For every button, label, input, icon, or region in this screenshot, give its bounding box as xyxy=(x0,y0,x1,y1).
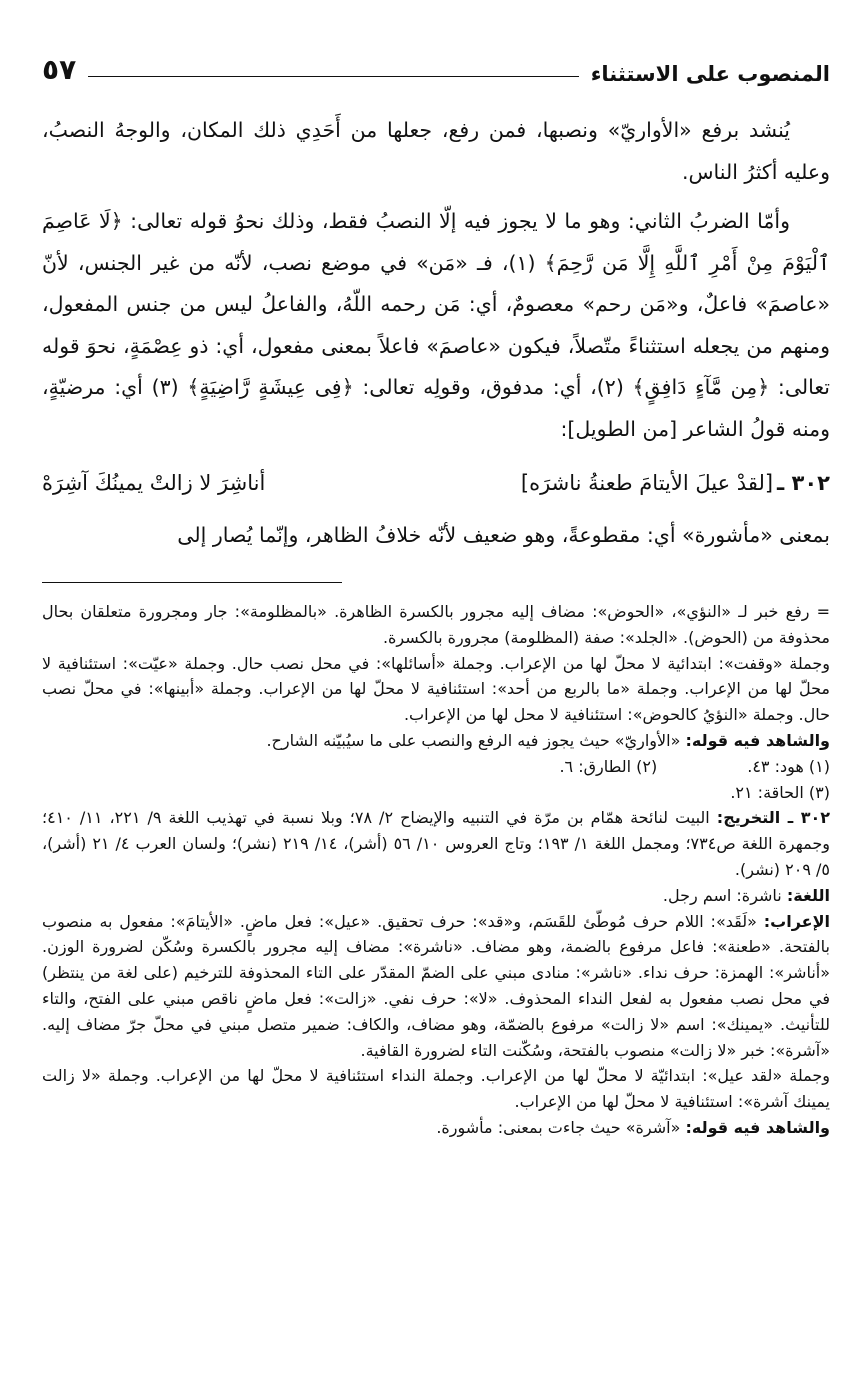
verse-first-hemistich: ٣٠٢ ـ[لقدْ عيلَ الأيتامَ طعنةُ ناشرَه] xyxy=(520,471,830,495)
footnote-row-1 xyxy=(42,754,830,780)
continuation-line: بمعنى «مأشورة» أي: مقطوعةً، وهو ضعيف لأنّه خلافُ الظاهر، وإنّما يُصار إلى xyxy=(177,523,830,547)
irab-section: الإعراب: «لَقَد»: اللام حرف مُوطّئ للقَسَم، و«قد»: حرف تحقيق. «عيل»: فعل ماضٍ. «الأيتامَ»: مفعول به منصوب بالفتحة. «طعنة»: فاعل مرفوع بالضمة، وهو مضاف. «ناشرة»: مضاف إليه مجرور بالكسرة وسُكّن لضرورة الوزن. «أناشر»: الهمزة: حرف نداء. «ناشر»: منادى مبني على الضمّ المقدّر على التاء المحذوفة للترخيم (على لغة من ينتظر) في محل نصب مفعول به لفعل النداء المحذوف. «لا»: حرف نفي. «زالت»: فعل ماضٍ ناقص مبني على الفتح، والتاء للتأنيث. «يمينك»: اسم «لا زالت» مرفوع بالضمّة، وهو مضاف، والكاف: ضمير متصل مبني في محلّ جرّ مضاف إليه. «آشرة»: خبر «لا زالت» منصوب بالفتحة، وسُكّنت التاء لضرورة القافية. xyxy=(42,911,830,1060)
verse-number: ٣٠٢ ـ xyxy=(777,471,830,495)
page-number: ٥٧ xyxy=(42,53,77,86)
chapter-title: المنصوب على الاستثناء xyxy=(590,62,830,86)
footnote-1: (١) هود: ٤٣. xyxy=(747,756,830,776)
footnote-row-2 xyxy=(42,780,830,806)
footnote-2: (٢) الطارق: ٦. xyxy=(559,756,658,776)
footnote-divider xyxy=(42,582,342,583)
footnote-3: (٣) الحاقة: ٢١. xyxy=(730,782,830,802)
note-shahid: والشاهد فيه قوله: «الأواريّ» حيث يجوز فيه الرفع والنصب على ما سيُبيّنه الشارح. xyxy=(266,730,830,750)
verse-second-hemistich: أناشِرَ لا زالتْ يمينُكَ آشِرَهْ xyxy=(42,471,266,495)
note-sentences: وجملة «وقفت»: ابتدائية لا محلّ لها من الإعراب. وجملة «أسائلها»: في محل نصب حال. وجملة «عيّت»: استئنافية لا محلّ لها من الإعراب. وجملة «ما بالربع من أحد»: استئنافية لا محلّ لها من الإعراب. وجملة «أبينها»: في محلّ نصب حال. وجملة «النؤيُ كالحوض»: استئنافية لا محل لها من الإعراب. xyxy=(42,653,830,725)
poetry-verse xyxy=(42,462,830,504)
paragraph-2: وأمّا الضربُ الثاني: وهو ما لا يجوز فيه إلّا النصبُ فقط، وذلك نحوُ قوله تعالى: ﴿لَا عَاصِمَ ٱلْيَوْمَ مِنْ أَمْرِ ٱللَّهِ إِلَّا مَن رَّحِمَ﴾ (١)، فـ «مَن» في موضع نصب، لأنّه من غير الجنس، لأنّ «عاصمَ» فاعلٌ، و«مَن رحم» معصومٌ، أي: مَن رحمه اللّهُ، والفاعلُ ليس من جنس المفعول، ومنهم من يجعله استثناءً متّصلاً، فيكون «عاصمَ» فاعلاً بمعنى مفعول، أي: ذو عِصْمَةٍ، نحوَ قوله تعالى: ﴿مِن مَّآءٍ دَافِقٍ﴾ (٢)، أي: مدفوق، وقولِه تعالى: ﴿فِى عِيشَةٍ رَّاضِيَةٍ﴾ (٣) أي: مرضيّةٍ، ومنه قولُ الشاعر [من الطويل]: xyxy=(42,209,831,441)
jumal-section: وجملة «لقد عيل»: ابتدائيّة لا محلّ لها من الإعراب. وجملة النداء استئنافية لا محلّ لها من الإعراب. وجملة «لا زالت يمينك آشرة»: استئنافية لا محلّ لها من الإعراب. xyxy=(42,1066,830,1112)
takhrij-section: ٣٠٢ ـ التخريج: البيت لنائحة همّام بن مرّة في التنبيه والإيضاح ٢/ ٧٨؛ وبلا نسبة في تهذيب اللغة ٩/ ٢٢١، ١١/ ٤١٠؛ وجمهرة اللغة ص٧٣٤؛ ومجمل اللغة ١/ ١٩٣؛ وتاج العروس ١٠/ ٥٦ (أشر)، ١٤/ ٢١٩ (نشر)؛ ولسان العرب ٤/ ٢١ (أشر)، ٥/ ٢٠٩ (نشر). xyxy=(42,808,831,879)
note-continuation: = رفع خبر لـ «النؤي»، «الحوض»: مضاف إليه مجرور بالكسرة الظاهرة. «بالمظلومة»: جار ومجرورة متعلقان بحال محذوفة من (الحوض). «الجلد»: صفة (المظلومة) مجرورة بالكسرة. xyxy=(42,602,830,647)
header-rule xyxy=(88,76,579,77)
running-header xyxy=(42,40,830,86)
main-text xyxy=(42,110,830,450)
footnotes xyxy=(42,599,830,1141)
shahid-section: والشاهد فيه قوله: «آشرة» حيث جاءت بمعنى: مأشورة. xyxy=(436,1117,830,1137)
lugha-section: اللغة: ناشرة: اسم رجل. xyxy=(662,885,830,905)
paragraph-1: يُنشد برفع «الأواريّ» ونصبها، فمن رفع، جعلها من أَحَدِي ذلك المكان، والوجهُ النصبُ، وعليه أكثرُ الناس. xyxy=(42,118,830,184)
book-page xyxy=(42,40,830,1361)
